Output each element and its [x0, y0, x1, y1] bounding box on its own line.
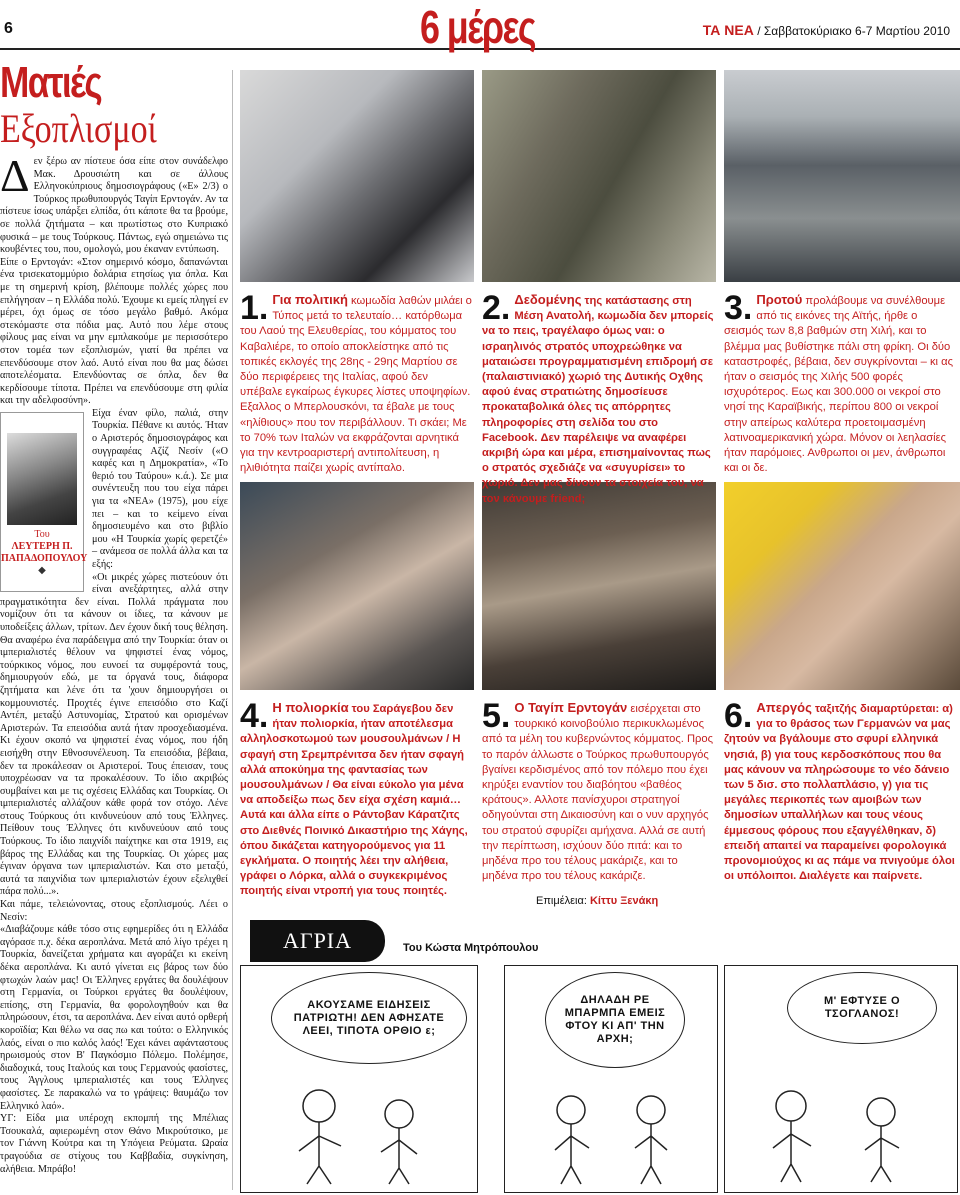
column-paragraph: «Οι μικρές χώρες πιστεύουν ότι είναι ανεξάρτητες, αλλά στην πραγματικότητα δεν είναι. Πολλά πράγματα που νομίζουν ότι τα κάνουν οι ίδιες, τα κάνουν με υποδείξεις άλλων, τρίτων. Δεν έχουν δική τους θέληση. Θα αναφέρω ένα παράδειγμα από την Τουρκία: όταν οι ιμπεριαλιστές θέλουν να ψηφιστεί ένας νόμος, τούρκικος νόμος, που ευνοεί τα συμφέροντά τους, δημιουργούν εδώ, με τα όργανά τους, διάφορα ζητήματα και λένε ότι τα 'χουν δημιουργήσει οι κομμουνιστές. Προχτές έγινε επεισόδιο στο Καζί Αντέπ, μεταξύ Αστυνομίας, Στρατού και ορισμένων Αριστερών. Τα επεισόδια αυτά ήταν προσχεδιασμένα. Κι έχουν σκοπό να ψηφιστεί ένας νόμος, που ήδη εισήχθη στην Εθνοσυνέλευση. Τα επεισόδια, βέβαια, δεν τα προκάλεσαν οι Αριστεροί. Τους έπεισαν, τους υποχρέωσαν να τα προκαλέσουν. Το ίδιο ακριβώς συμβαίνει και με τις σχέσεις Ελλάδας και Τουρκίας. Οι ιμπεριαλιστές αλλάζουν κάθε φορά τον στόχο. Λένε στους Τούρκους ότι κινδυνεύουν από τους Έλληνες. Πείθουν τους Έλληνες ότι κινδυνεύουν από τους Τούρκους. Το ίδιο παιχνίδι παίχτηκε και στα 1919, εις βάρος της Ελλάδας και της Τουρκίας. Οι χώρες μας έγιναν όργανα των ιμπεριαλιστών. Και στο μεταξύ, αυτά τα παιχνίδια των ιμπεριαλιστών έχουν εξελιχθεί πάρα πολύ...».: [0, 571, 228, 898]
news-item-4: [240, 697, 472, 900]
issue-date: / Σαββατοκύριακο 6-7 Μαρτίου 2010: [757, 24, 950, 38]
column-headline: Εξοπλισμοί: [0, 106, 157, 151]
news-item-1: [240, 289, 472, 476]
editor-label: Επιμέλεια:: [536, 895, 587, 907]
item-text: της κατάστασης στη Μέση Ανατολή, κωμωδία δεν μπορείς να το πεις, τραγέλαφο όμως ναι: ο ισραηλινός στρατός υποχρεώθηκε να ματαιώσει προγραμματισμένη επιδρομή σε (παλαιστινιακό) χωριό της Δυτικής Οχθης αφού ένας στρατιώτης δημοσίευσε προκαταβολικά όλες τις απόρρητες πληροφορίες στη σελίδα του στο Facebook. Δεν παρέλειψε να αναφέρει ακριβή ώρα και μέρα, επισημαίνοντας πως ο στρατός σχεδιάζε να «συγυρίσει» το χωριό. Δεν μας δίνουν τα στοιχεία του, να τον κάνουμε friend;: [482, 295, 714, 505]
news-item-3: [724, 289, 956, 476]
column-paragraph: ΥΓ: Είδα μια υπέροχη εκπομπή της Μπέλιας Τσουκαλά, αφιερωμένη στον Θάνο Μικρούτσικο, με τον Γιάννη Κούτρα και τη Υπόγεια Ρεύματα. Ωραία τραγούδια σε στίχους του Καββαδία, συγκίνηση, αλήθεια. Μπράβο!: [0, 1113, 228, 1175]
page-header: [0, 0, 960, 53]
cartoon-author: Του Κώστα Μητρόπουλου: [403, 942, 539, 954]
column-paragraph: Είχα έναν φίλο, παλιά, στην Τουρκία. Πέθανε κι αυτός. Ήταν ο Αριστερός δημοσιογράφος και συγγραφέας Αζίζ Νεσίν («Ο καφές και η Δημοκρατία», «Το θεριό του Ταύρου» κ.ά.). Σε μια συνέντευξη που του είχα πάρει για τα «ΝΕΑ» (1975), μου είχε πει – και το κείμενο είναι δημοσιευμένο και στο βιβλίο μου «Η Τουρκία χωρίς φερετζέ» – ανάμεσα σε πολλά άλλα και τα εξής:: [92, 407, 228, 570]
author-photo: [7, 433, 77, 525]
section-title: 6 μέρες: [420, 1, 536, 53]
paper-name: ΤΑ ΝΕΑ: [702, 22, 754, 38]
author-box: [0, 412, 88, 592]
column-paragraph: «Διαβάζουμε κάθε τόσο στις εφημερίδες ότι η Ελλάδα αγόρασε π.χ. δέκα αεροπλάνα. Μετά από λίγο τρέχει η Τουρκία, δανείζεται χρήματα και αγοράζει κι εκείνη δέκα αεροπλάνα. Κι αυτό γίνεται εις βάρος των δύο φτωχών λαών μας! Οι Έλληνες εργάτες θα δουλέψουν στη Γερμανία, οι Τούρκοι εργάτες θα δουλέψουν, επίσης, στη Γερμανία, θα φορολογηθούν και θα πληρώσουν, έτσι, τα αεροπλάνα. Δεν είναι αυτό ορθερή κοροϊδία; Και θέλω να σας πω και τούτο: ο Ελληνικός λαός, είναι ο πιο καλός λαός! Έχει κάνει αφάνταστους ηρωισμούς στον Β' Παγκόσμιο Πόλεμο. Πολέμησε, διαδοχικά, τους Ιταλούς και τους Γερμανούς φασίστες, τους Άγγλους ιμπεριαλιστές και τους Έλληνες φασίστες. Σε παρακαλώ να το γράψεις: θαυμάζω τον Ελληνικό λαό».: [0, 924, 228, 1112]
item-number: 4.: [240, 697, 269, 735]
item-lead: Ο Ταγίπ Ερντογάν: [514, 700, 628, 715]
news-item-5: [482, 697, 714, 884]
photo-flood-debris: [724, 70, 960, 282]
cartoon-panel-1: [240, 965, 478, 1193]
speech-bubble: ΑΚΟΥΣΑΜΕ ΕΙΔΗΣΕΙΣ ΠΑΤΡΙΩΤΗ! ΔΕΝ ΑΦΗΣΑΤΕ ΛΕΕΙ, ΤΙΠΟΤΑ ΟΡΘΙΟ ε;: [271, 972, 467, 1064]
news-item-2: [482, 289, 714, 507]
column-paragraph: Και πάμε, τελειώνοντας, στους εξοπλισμούς. Λέει ο Νεσίν:: [0, 899, 228, 923]
editor-name: Κίττυ Ξενάκη: [589, 895, 659, 907]
author-name: ΛΕΥΤΕΡΗ Π. ΠΑΠΑΔΟΠΟΥΛΟΥ: [1, 541, 88, 565]
item-lead: Η πολιορκία: [272, 700, 349, 715]
column-kicker: Ματιές: [0, 60, 102, 107]
photo-parliament: [482, 482, 716, 690]
item-text: εισέρχεται στο τουρκικό κοινοβούλιο περικυκλωμένος από τα μέλη του κυβερνώντος κόμματος. Προς το παρόν άλλωστε ο Τούρκος πρωθυπουργός βγαίνει κερδισμένος από τον πόλεμο που έχει κηρύξει εναντίον του διαβόητου «βαθέος κράτους». Αλλοτε πανίσχυροι στρατηγοί οδηγούνται στη Δικαιοσύνη και ο νυν αρχηγός του στρατού σφυρίζει αμήχανα. Αλλά σε αυτή την περίπτωση, ισχύουν δύο πιτά: και το μηδένα προ του τέλους μακάριζε, και το μηδένα προ του τέλους κακάριζε.: [482, 703, 714, 883]
cartoon-title: ΑΓΡΙΑ: [250, 920, 385, 962]
masthead: [703, 22, 950, 38]
cartoon-figure-icon: [511, 1076, 711, 1186]
cartoon-figure-icon: [731, 1066, 951, 1186]
cartoon-figure-icon: [249, 1076, 469, 1186]
item-text: ταξιτζής διαμαρτύρεται: α) για το θράσος των Γερμανών να μας ζητούν να βγάλουμε στο σφυρί ελληνικά νησιά, β) για τους κερδοσκόπους που θα μας κάνουν να πληρώσουμε το νέο δάνειο των 5 δισ. στο πολλαπλάσιο, γ) για τις μεγάλες περικοπές των αμοιβών των δημοσίων υπαλλήλων και τους νέους έμμεσους φόρους που εξαγγέλθηκαν, δ) επειδή απαιτεί να παραμείνει φορολογικά προνομιούχος κι ας πάμε να πνιγούμε όλοι οι υπόλοιποι. Διαλέγετε και παίρνετε.: [724, 703, 955, 883]
item-text: του Σαράγεβου δεν ήταν πολιορκία, ήταν αποτέλεσμα αλληλοσκοτωμού των μουσουλμάνων / Η σφαγή στη Σρεμπρένιτσα δεν ήταν σφαγή αλλά αποκύημα της φαντασίας των μουσουλμάνων / Θα είναι εύκολο για μένα να αποδείξω πως δεν είχα σχέση καμιά… Αυτά και άλλα είπε ο Ράντοβαν Κάρατζιτς στο Διεθνές Ποινικό Δικαστήριο της Χάγης, όπου δικάζεται κατηγορούμενος για 11 εγκλήματα. Ο ποιητής λέει την αλήθεια, γράφει ο Λόρκα, αλλά ο συγκεκριμένος ποιητής είναι ντροπή για τους ποιητές.: [240, 703, 468, 898]
cartoon-panel-2: [504, 965, 718, 1193]
author-by: Του: [34, 528, 50, 540]
item-number: 2.: [482, 289, 511, 327]
page-number: 6: [4, 20, 13, 37]
news-item-6: [724, 697, 956, 884]
photo-soldier: [482, 70, 716, 282]
item-number: 5.: [482, 697, 511, 735]
item-lead: Δεδομένης: [514, 292, 582, 307]
photo-berlusconi: [240, 70, 474, 282]
speech-bubble: ΔΗΛΑΔΗ ΡΕ ΜΠΑΡΜΠΑ ΕΜΕΙΣ ΦΤΟΥ ΚΙ ΑΠ' ΤΗΝ ΑΡΧΗ;: [545, 972, 685, 1068]
item-number: 6.: [724, 697, 753, 735]
item-lead: Απεργός: [756, 700, 812, 715]
opinion-column: [0, 60, 228, 1190]
cartoon-panel-3: [724, 965, 958, 1193]
diamond-icon: ◆: [38, 565, 46, 577]
item-text: κωμωδία λαθών μιλάει ο Τύπος μετά το τελευταίο… κατόρθωμα του Λαού της Ελευθερίας, του κόμματος του Καβαλιέρε, το οποίο αποκλείστηκε από τις τοπικές εκλογές της 28ης - 29ης Μαρτίου σε δύο περιφέρειες της Ιταλίας, αφού δεν υπέβαλε εγκαίρως έγκυρες λίστες υποψηφίων. Εξαλλος ο Μπερλουσκόνι, τα έβαλε με τους «ηλίθιους» που τον περιβάλλουν. Τι σκάει; Με το 70% των Ιταλών να εκφράζονται αρνητικά για την κεντροαριστερή αντιπολίτευση, η ηλιθιότητα παίζει χωρίς αντίπαλο.: [240, 295, 472, 475]
column-paragraph: εν ξέρω αν πίστευε όσα είπε στον συνάδελφο Μακ. Δρουσιώτη και σε άλλους Ελληνοκύπριους δημοσιογράφους («Ε» 2/3) ο Τούρκος πρωθυπουργός Ταγίπ Ερντογάν. Αν τα πίστευε ίσως υπάρξει ελπίδα, ότι κάποτε θα τα βρούμε, σε πολλά ζητήματα – και πρωτίστως στο Κυπριακό φυσικά – με τους Τούρκους. Πάντως, εγώ σημειώνω τις κουβέντες του, που, ομολογώ, μου έκαναν εντύπωση.: [0, 156, 228, 256]
column-body: [0, 150, 228, 1176]
item-number: 1.: [240, 289, 269, 327]
item-lead: Για πολιτική: [272, 292, 348, 307]
drop-cap: Δ: [0, 150, 30, 201]
column-divider: [232, 70, 233, 1190]
speech-bubble: Μ' ΕΦΤΥΣΕ Ο ΤΣΟΓΛΑΝΟΣ!: [787, 972, 937, 1044]
column-paragraph: Είπε ο Ερντογάν: «Στον σημερινό κόσμο, δαπανώνται ένα τρισεκατομμύριο δολάρια ετησίως για όπλα. Και με τη σημερινή κρίση, βλέπουμε πολλές χώρες που επλήγησαν – η Ελλάδα πολύ. Έχουμε κι εμείς πληγεί εν μέρει, όχι όμως σε τόσο μεγάλο βαθμό. Ακόμα στεκόμαστε στα πόδια μας. Αυτό που λέμε στους φίλους μας είναι να μην εμπλακούμε με περισσότερο στον τομέα των εξοπλισμών, γιατί θα πρέπει να επενδύσουμε στον λαό. Αυτό είναι που θα μας δώσει αποτελέσματα. Επενδύοντας σε όπλα, δεν θα κερδίσουμε τίποτα. Πρέπει να επενδύσουμε στη φιλία και την αδελφοσύνη».: [0, 256, 228, 407]
item-number: 3.: [724, 289, 753, 327]
item-lead: Προτού: [756, 292, 803, 307]
photo-karadzic: [240, 482, 474, 690]
photo-taxi-driver: [724, 482, 960, 690]
editor-credit: [536, 895, 658, 907]
item-text: προλάβουμε να συνέλθουμε από τις εικόνες της Αϊτής, ήρθε ο σεισμός των 8,8 βαθμών στη Χιλή, και το βλέμμα μας βυθίστηκε πάλι στη φρίκη. Οι δύο καταστροφές, βέβαια, δεν συγκρίνονται – κι ας ήταν ο σεισμός της Χιλής 500 φορές ισχυρότερος. Εως και 300.000 οι νεκροί στο νησί της Καραϊβικής, περίπου 800 οι νεκροί στην απείρως καλύτερα προετοιμασμένη λατινοαμερικανική χώρα. Μόνον οι λεηλασίες ήταν παρόμοιες. Ανθρωποι οι μεν, άνθρωποι και οι δε.: [724, 295, 953, 475]
